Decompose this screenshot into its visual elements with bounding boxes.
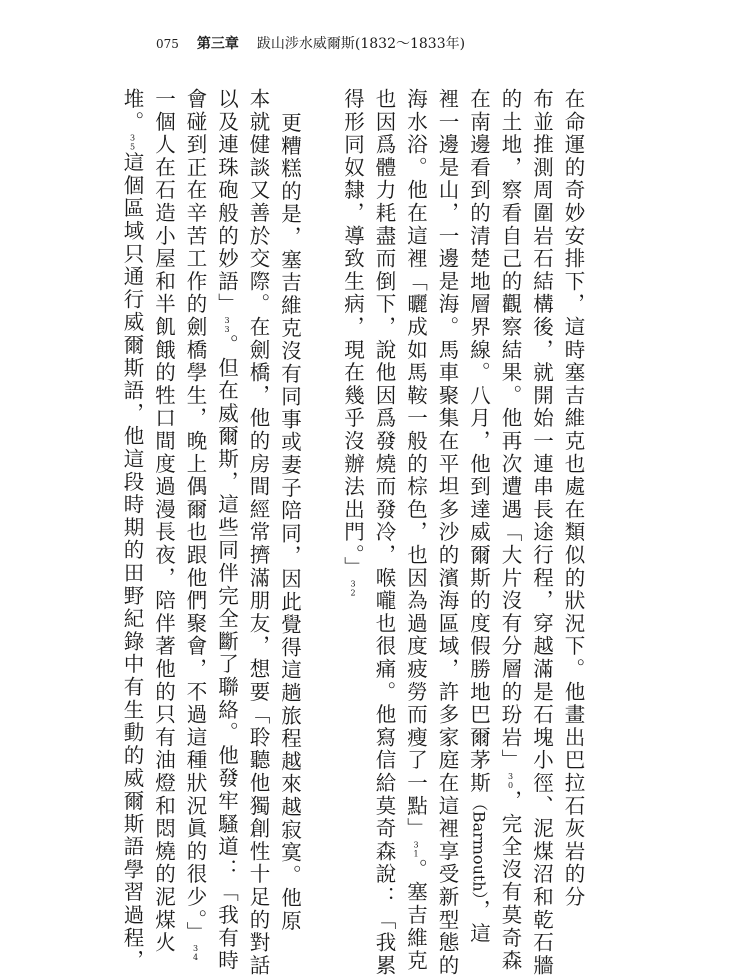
latin-term: （Barmouth） [469,794,489,900]
footnote-marker: 35 [128,133,137,152]
text-column: 在命運的奇妙安排下，這時塞吉維克也處在類似的狀況下。他畫出巴拉石灰岩的分 [561,88,585,909]
footnote-marker: 33 [222,316,232,334]
text-column: 布並推測周圍岩石結構後，就開始一連串長途行程，穿越滿是石塊小徑、泥煤沼和乾石牆 [529,88,554,977]
text-column: 會碰到正在辛苦工作的劍橋學生，晚上偶爾也跟他們聚會，不過這種狀況眞的很少。」34 [183,88,207,963]
text-column: 本就健談又善於交際。在劍橋，他的房間經常擠滿朋友，想要「聆聽他獨創性十足的對話 [246,88,270,977]
page-number: 075 [156,37,179,51]
footnote-marker: 30 [506,772,515,790]
chapter-title: 跋山涉水威爾斯(1832〜1833年) [256,36,466,52]
text-column: 海水浴。他在這裡「曬成如馬鞍一般的棕色，也因為過度疲勞而瘦了一點」31。塞吉維克 [403,88,428,973]
vertical-body-text [120,88,585,977]
chapter-label: 第三章 [196,36,239,52]
text-column: 在南邊看到的清楚地層界線。八月，他到達威爾斯的度假勝地巴爾茅斯（Barmouth），這 [466,88,491,946]
page-header [156,33,465,53]
text-column: 堆。35這個區域只通行威爾斯語，他這段時期的田野紀錄中有生動的威爾斯語學習過程， [120,88,144,973]
footnote-marker: 31 [411,840,421,859]
footnote-marker: 34 [191,944,200,963]
text-column: 以及連珠砲般的妙語」33。但在威爾斯，這些同伴完全斷了聯絡。他發牢騷道：「我有時 [214,88,239,973]
text-column: 也因爲體力耗盡而倒下，說他因爲發燒而發冷，喉嚨也很痛。他寫信給莫奇森說：「我累 [372,88,396,977]
text-column: 裡一邊是山，一邊是海。馬車聚集在平坦多沙的濱海區域，許多家庭在這裡享受新型態的 [435,88,459,977]
text-column: 更糟糕的是，塞吉維克沒有同事或妻子陪同，因此覺得這趟旅程越來越寂寞。他原 [277,112,302,933]
text-column: 得形同奴隸，導致生病，現在幾乎沒辦法出門。」32 [340,88,365,598]
text-column: 一個人在石造小屋和半飢餓的牲口間度過漫長夜，陪伴著他的只有油燈和悶燒的泥煤火 [151,88,176,955]
text-column: 的土地，察看自己的觀察結果。他再次遭遇「大片沒有分層的玢岩」30，完全沒有莫奇森 [498,88,522,973]
footnote-marker: 32 [348,579,358,598]
